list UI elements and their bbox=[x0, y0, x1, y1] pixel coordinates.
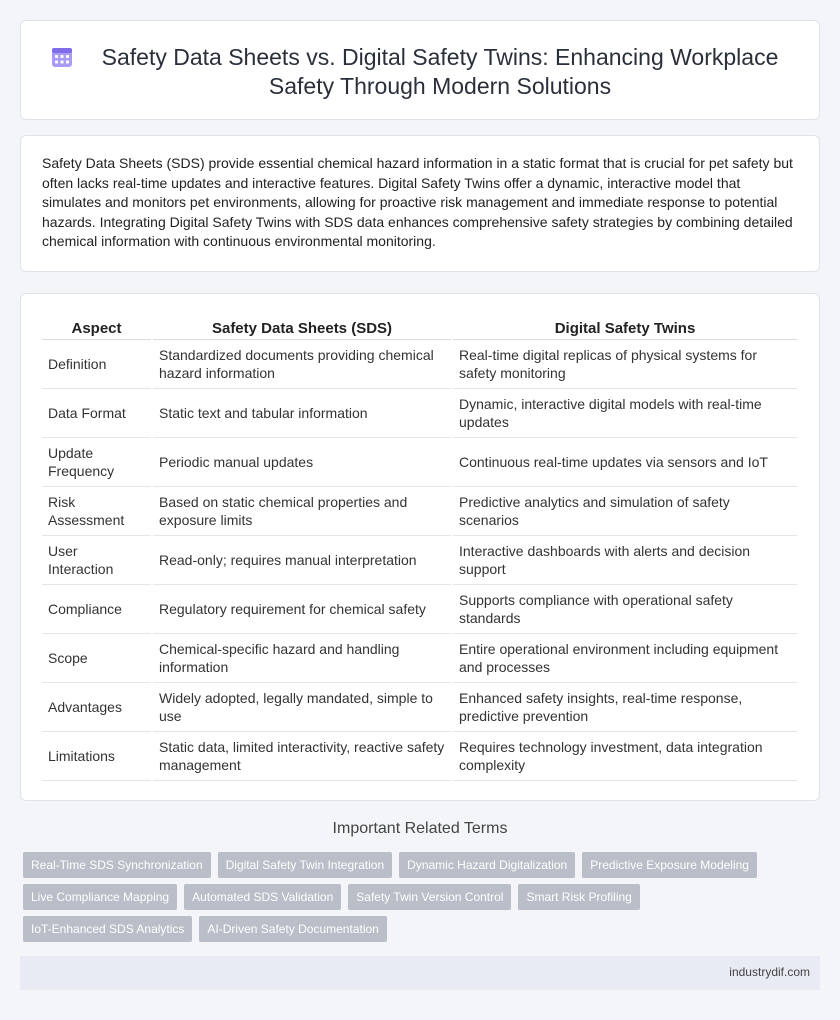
table-row bbox=[42, 487, 797, 536]
term-tag[interactable]: Digital Safety Twin Integration bbox=[218, 852, 393, 878]
table-cell: Definition bbox=[42, 340, 152, 389]
table-cell: User Interaction bbox=[42, 536, 152, 585]
table-cell: Risk Assessment bbox=[42, 487, 152, 536]
header-sds: Safety Data Sheets (SDS) bbox=[152, 315, 452, 340]
table-cell: Interactive dashboards with alerts and decision support bbox=[452, 536, 797, 585]
table-cell: Limitations bbox=[42, 732, 152, 781]
term-tag[interactable]: IoT-Enhanced SDS Analytics bbox=[23, 916, 192, 942]
calendar-grid-icon bbox=[51, 46, 73, 68]
related-terms-list bbox=[23, 852, 823, 948]
table-cell: Supports compliance with operational safety standards bbox=[452, 585, 797, 634]
table-cell: Regulatory requirement for chemical safety bbox=[152, 585, 452, 634]
table-row bbox=[42, 585, 797, 634]
table-cell: Standardized documents providing chemical hazard information bbox=[152, 340, 452, 389]
table-row bbox=[42, 438, 797, 487]
table-row bbox=[42, 340, 797, 389]
table-cell: Chemical-specific hazard and handling information bbox=[152, 634, 452, 683]
table-cell: Widely adopted, legally mandated, simple to use bbox=[152, 683, 452, 732]
intro-paragraph: Safety Data Sheets (SDS) provide essential chemical hazard information in a static format that is crucial for pet safety but often lacks real-time updates and interactive features. Digital Safety Twins offer a dynamic, interactive model that simulates and monitors pet environments, allowing for proactive risk management and immediate response to potential hazards. Integrating Digital Safety Twins with SDS data enhances comprehensive safety strategies by combining detailed chemical information with continuous environmental monitoring. bbox=[42, 155, 793, 249]
term-tag[interactable]: Dynamic Hazard Digitalization bbox=[399, 852, 575, 878]
table-cell: Predictive analytics and simulation of safety scenarios bbox=[452, 487, 797, 536]
table-row bbox=[42, 389, 797, 438]
comparison-table bbox=[42, 315, 797, 781]
header-aspect: Aspect bbox=[42, 315, 152, 340]
header-digital-twins: Digital Safety Twins bbox=[452, 315, 797, 340]
term-tag[interactable]: Predictive Exposure Modeling bbox=[582, 852, 757, 878]
table-cell: Update Frequency bbox=[42, 438, 152, 487]
page-title: Safety Data Sheets vs. Digital Safety Twins: Enhancing Workplace Safety Through Modern Solutions bbox=[101, 44, 779, 99]
term-tag[interactable]: Safety Twin Version Control bbox=[348, 884, 511, 910]
table-cell: Enhanced safety insights, real-time response, predictive prevention bbox=[452, 683, 797, 732]
table-header-row bbox=[42, 315, 797, 340]
table-cell: Compliance bbox=[42, 585, 152, 634]
table-row bbox=[42, 536, 797, 585]
term-tag[interactable]: Live Compliance Mapping bbox=[23, 884, 177, 910]
intro-card bbox=[20, 135, 820, 272]
table-cell: Dynamic, interactive digital models with real-time updates bbox=[452, 389, 797, 438]
term-tag[interactable]: Real-Time SDS Synchronization bbox=[23, 852, 211, 878]
table-cell: Data Format bbox=[42, 389, 152, 438]
table-cell: Static data, limited interactivity, reactive safety management bbox=[152, 732, 452, 781]
term-tag[interactable]: Automated SDS Validation bbox=[184, 884, 341, 910]
table-row bbox=[42, 732, 797, 781]
table-cell: Real-time digital replicas of physical systems for safety monitoring bbox=[452, 340, 797, 389]
table-row bbox=[42, 683, 797, 732]
term-tag[interactable]: Smart Risk Profiling bbox=[518, 884, 639, 910]
term-tag[interactable]: AI-Driven Safety Documentation bbox=[199, 916, 386, 942]
table-cell: Based on static chemical properties and exposure limits bbox=[152, 487, 452, 536]
table-cell: Entire operational environment including equipment and processes bbox=[452, 634, 797, 683]
table-cell: Requires technology investment, data integration complexity bbox=[452, 732, 797, 781]
table-cell: Scope bbox=[42, 634, 152, 683]
table-cell: Static text and tabular information bbox=[152, 389, 452, 438]
table-row bbox=[42, 634, 797, 683]
title-card bbox=[20, 20, 820, 120]
footer-site-link[interactable]: industrydif.com bbox=[729, 965, 810, 979]
table-cell: Advantages bbox=[42, 683, 152, 732]
table-cell: Read-only; requires manual interpretation bbox=[152, 536, 452, 585]
comparison-table-card bbox=[20, 293, 820, 801]
footer bbox=[20, 956, 820, 990]
table-cell: Continuous real-time updates via sensors and IoT bbox=[452, 438, 797, 487]
table-cell: Periodic manual updates bbox=[152, 438, 452, 487]
related-terms-heading: Important Related Terms bbox=[332, 820, 508, 837]
